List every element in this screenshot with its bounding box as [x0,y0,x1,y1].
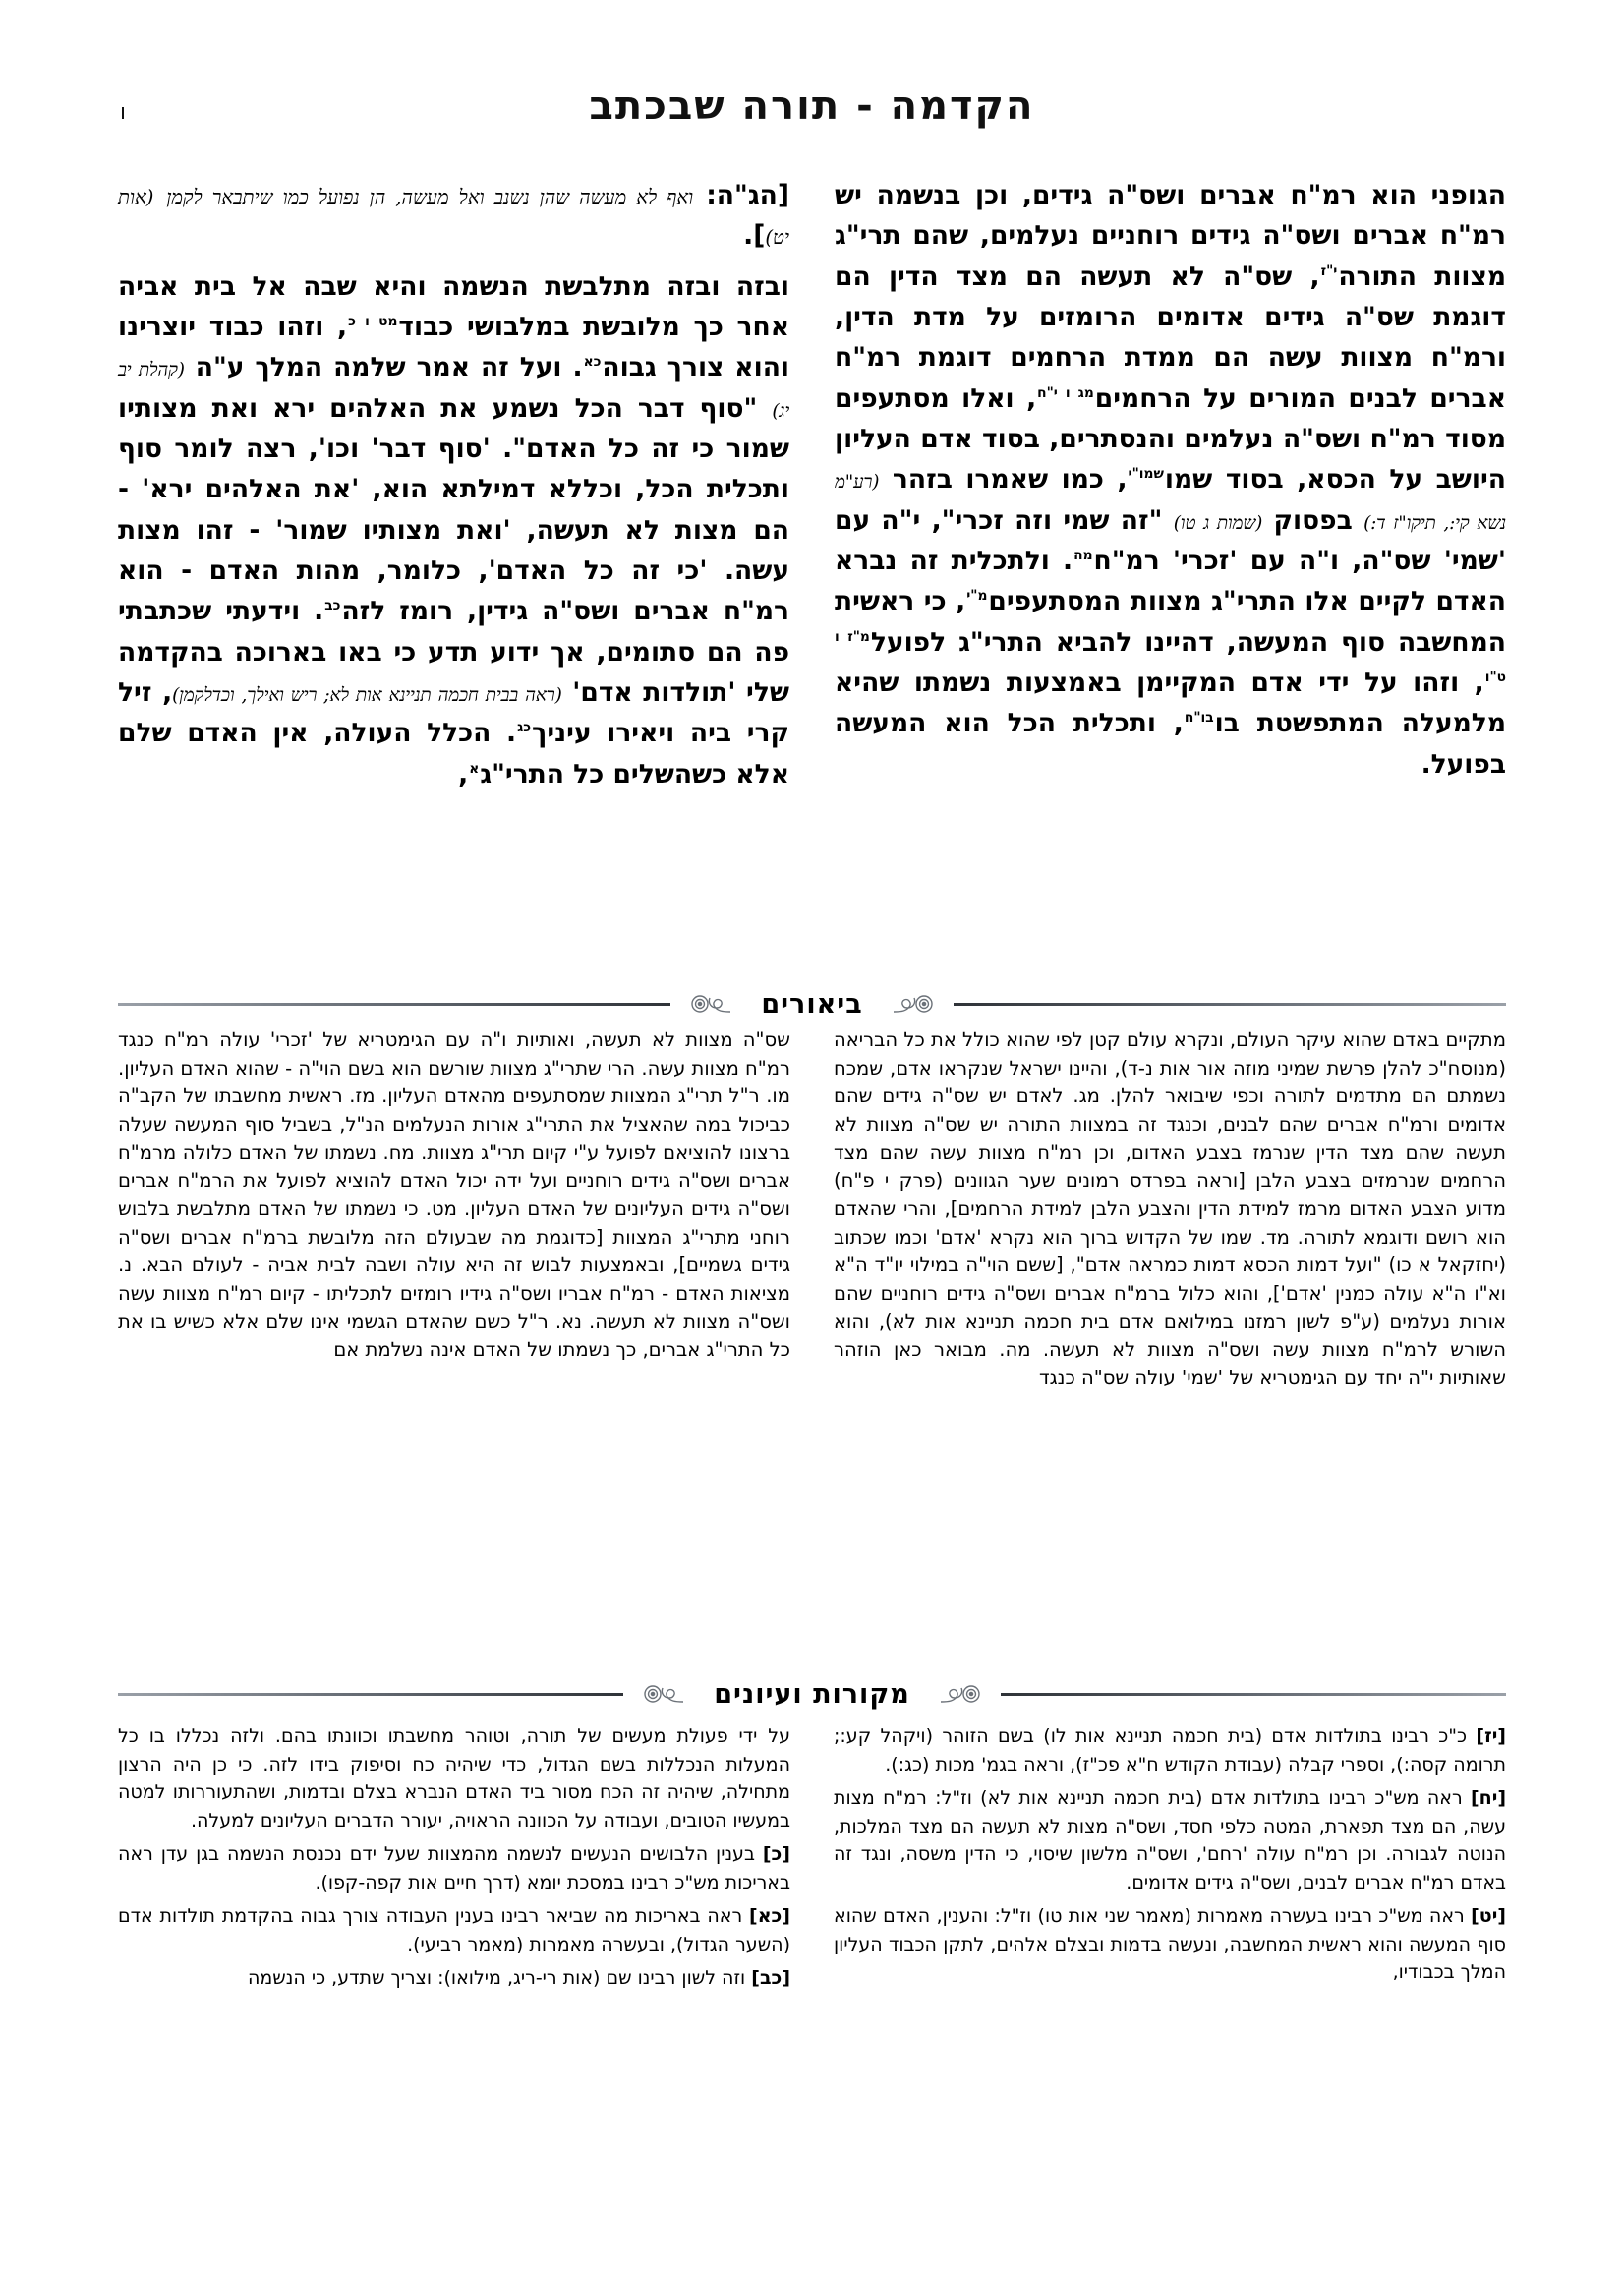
biurim-text-right: מתקיים באדם שהוא עיקר העולם, ונקרא עולם קטן לפי שהוא כולל את כל הבריאה (מנוסח"כ להלן פרשת שמיני מוזה אור אות נ-ד), והיינו ישראל שנקראו אדם, שמכח נשמתם הם מתדמים לתורה וכפי שיבואר להלן. מג. לאדם יש שס"ה גידים שהם אדומים ורמ"ח אברים שהם לבנים, וכנגד זה במצוות התורה יש שס"ה מצוות לא תעשה שהם מצד הדין שנרמז בצבע האדום, וכן רמ"ח מצוות עשה שהם מצד הרחמים שנרמזים בצבע הלבן [וראה בפרדס רמונים שער הגוונים (פרק י פ"ח) מדוע הצבע האדום מרמז למידת הדין והצבע הלבן למידת הרחמים], והרי שהאדם הוא רושם ודוגמא לתורה. מד. שמו של הקדוש ברוך הוא נקרא 'אדם' וכמו שכתוב (יחזקאל א כו) "ועל דמות הכסא דמות כמראה אדם", [ששם הוי"ה במילוי יו"ד ה"א וא"ו ה"א עולה כמנין 'אדם'], והוא כלול ברמ"ח אברים ושס"ה גידים רוחניים שהם אורות נעלמים (ע"פ לשון רמזנו במילואם אדם בית חכמה תניינא אות לא), והוא השורש לרמ"ח מצוות עשה ושס"ה מצוות לא תעשה. מה. מבואר כאן הוזהר שאותיות י"ה יחד עם הגימטריא של 'שמי' עולה שס"ה כנגד [834,1028,1506,1389]
divider-rule-right [954,1003,1506,1006]
biurim-column-left [118,1026,790,1656]
main-text-left-run-7: . הכלל העולה, אין האדם שלם אלא כשהשלים כל התרי"ג [118,718,789,789]
mekoros-marker-kaf: [כ] [762,1843,790,1865]
main-text-right-run-1: הגופני הוא רמ"ח אברים ושס"ה גידים, וכן בנשמה יש רמ"ח אברים ושס"ה גידים רוחניים נעלמים, שהם תרי"ג מצוות התורה [835,180,1506,292]
mekoros-entry-kaf [118,1840,790,1896]
main-text-right-run-3: , ואלו מסתעפים מסוד רמ"ח ושס"ה נעלמים והנסתרים, בסוד אדם העליון היושב על הכסא, בסוד שמו [835,382,1507,496]
scroll-flourish-right-icon [893,991,938,1017]
divider-rule-right-2 [1001,1693,1506,1696]
mekoros-text-kaf-beis: וזה לשון רבינו שם (אות רי-ריג, מילואו): וצריך שתדע, כי הנשמה [247,1967,746,1989]
note-ref-mem-yod: מ"י [966,588,988,605]
hagaha-label: [הג"ה: [706,180,789,210]
biurim-column-right [834,1026,1506,1656]
note-ref-bo-chet: בו"ח [1184,710,1214,727]
divider-rule-left-2 [118,1693,623,1696]
mekoros-body [118,1722,1506,2214]
main-text-left-run-2: , וזהו כבוד יוצרינו והוא צורך גבוה [118,311,789,383]
main-text-right-run-9: , וזהו על ידי אדם המקיימן באמצעות נשמתו שהיא מלמעלה המתפשטת בו [835,667,1507,739]
main-text-right-run-10: , ותכלית הכל הוא המעשה בפועל. [835,708,1506,780]
note-ref-mem-hey: מה [1073,548,1093,564]
note-ref-yod-zayin: י"ז [1320,262,1338,279]
note-ref-mem-zayin: מ"ז ו ט"ו [835,628,1506,686]
main-text-column-left [118,175,789,962]
main-text-right-run-6: "זה שמי וזה זכרי", י"ה עם 'שמי' שס"ה, ו"ה עם 'זכרי' רמ"ח [835,504,1507,576]
page-header [118,84,1506,146]
scroll-flourish-right-2-icon [940,1681,985,1707]
mekoros-column-right [834,1722,1506,2214]
mekoros-entry-yod-tes [834,1902,1506,1987]
note-ref-taryag-alef: א [469,760,480,777]
note-ref-mem-gimel: מג ו י"ח [1037,384,1094,401]
hagaha-ref: (אות יט) [118,186,789,250]
mekoros-entry-yod-ches [834,1784,1506,1896]
main-text-right-run-5: בפסוק [1273,504,1353,536]
mekoros-marker-yod-tes: [יט] [1471,1905,1506,1927]
mekoros-entry-kaf-alef [118,1902,790,1958]
main-text-body [118,175,1506,962]
main-text-left-run-1: ובזה מתלבשת הנשמה והיא שבה אל בית אביה אחר כך מלובשת במלבושי כבוד [118,270,789,342]
mekoros-text-kaf-alef: ראה באריכות מה שביאר רבינו בענין העבודה צורך גבוה בהקדמת תולדות אדם (השער הגדול), ובעשרה מאמרות (מאמר רביעי). [118,1905,790,1955]
biurim-body [118,1026,1506,1656]
main-text-right-run-4: , כמו שאמרו בזהר [892,464,1128,496]
page-title: הקדמה - תורה שבכתב [589,84,1035,129]
main-text-left-run-5: . וידעתי שכתבתי פה הם סתומים, אך ידוע תדע כי באו בארוכה בהקדמה שלי 'תולדות אדם' [118,596,789,708]
note-ref-shemo: שמו"י [1128,466,1164,483]
source-citation-zohar: (רע"מ נשא קי:, תיקו"ז ד:) [835,472,1506,534]
mekoros-entry-continuation [118,1722,790,1835]
source-citation-koheles: (קהלת יב יג) [118,360,789,422]
main-text-left-run-4: "סוף דבר הכל נשמע את האלהים ירא ואת מצותיו שמור כי זה כל האדם". 'סוף דבר' וכו', רצה לומר סוף ותכלית הכל, וכללא דמילתא הוא, 'את האלהים ירא' - הם מצות לא תעשה, 'ואת מצותיו שמור' - זהו מצות עשה. 'כי זה כל האדם', כלומר, מהות האדם - הוא רמ"ח אברים ושס"ה גידין, רומז לזה [118,392,790,627]
source-citation-pasuk: (שמות ג טו) [1173,512,1263,534]
page-number: ו [120,100,126,125]
mekoros-text-kaf: בענין הלבושים הנעשים לנשמה מהמצוות שעל ידם נכנסת הנשמה בגן עדן ראה באריכות מש"כ רבינו במסכת יומא (דרך חיים אות קפה-קפו). [118,1843,790,1894]
divider-mekoros [118,1671,1506,1717]
main-paragraph-right [835,175,1506,785]
main-text-left-run-6: , זיל קרי ביה ויאירו עיניך [118,676,789,749]
note-ref-kaf-alef: כא [583,354,602,371]
main-paragraph-left: ובזה ובזה מתלבשת הנשמה והיא שבה אל בית אביה אחר כך מלובשת במלבושי כבוד$^{מט ו כ}$, וזהו כבוד יוצרינו והוא צורך גבוה$^{כא}$. ועל זה אמר שלמה המלך ע"ה (קהלת יב יג) "סוף דבר הכל נשמע את האלהים ירא ואת מצותיו שמור כי זה כל האדם". 'סוף דבר' וכו', רצה לומר סוף ותכלית הכל, וכללא דמילתא הוא, 'את האלהים ירא' - הם מצות לא תעשה, 'ואת מצותיו שמור' - זהו מצות עשה. 'כי זה כל האדם', כלומר, מהות האדם - הוא רמ"ח אברים ושס"ה גידין, רומז לזה$^{כב}$. וידעתי שכתבתי פה הם סתומים, אך ידוע תדע כי באו בארוכה בהקדמה שלי 'תולדות אדם' (ראה בבית חכמה תניינא אות לא; ריש ואילך, וכדלקמן), זיל קרי ביה ויאירו עיניך$^{כג}$. הכלל העולה, אין האדם שלם אלא כשהשלים כל התרי"ג$^א$, [118,270,790,789]
main-text-column-right [835,175,1506,962]
biurim-text-left: שס"ה מצוות לא תעשה, ואותיות ו"ה עם הגימטריא של 'זכרי' עולה רמ"ח כנגד רמ"ח מצוות עשה. הרי שתרי"ג מצוות שורשם הוא בשם הוי"ה - שהוא האדם העליון. מו. ר"ל תרי"ג המצוות שמסתעפים מהאדם העליון. מז. ראשית מחשבתו של הקב"ה כביכול במה שהאציל את התרי"ג אורות הנעלמים הנ"ל, בשביל סוף המעשה שעלה ברצונו להוציאם לפועל ע"י קיום תרי"ג מצוות. מח. נשמתו של האדם כלולה מרמ"ח אברים ושס"ה גידים רוחניים ועל ידה יכול האדם להוציא לפועל את הרמ"ח אברים ושס"ה גידים העליונים של האדם העליון. מט. כי נשמתו של האדם מתלבשת בלבוש רוחני מתרי"ג המצוות [כדוגמת מה שבעולם הזה מלובשת ברמ"ח אברים ושס"ה גידים גשמיים], ובאמצעות לבוש זה היא עולה ושבה לבית אביה - לעולם הבא. נ. מציאות האדם - רמ"ח אבריו ושס"ה גידיו רומזים לתכליתו - קיום רמ"ח מצוות עשה ושס"ה מצוות לא תעשה. נא. ר"ל כשם שהאדם הגשמי אינו שלם אלא כשיש בו את כל התרי"ג אברים, כך נשמתו של האדם אינה נשלמת אם [118,1028,790,1362]
divider-mekoros-title: מקורות ועיונים [714,1678,910,1710]
note-ref-kaf-beis: כב [324,598,341,614]
main-text-left-run-3: . ועל זה אמר שלמה המלך ע"ה [195,352,583,383]
mekoros-marker-kaf-alef: [כא] [749,1905,790,1927]
hagaha-close: ]. [743,220,766,252]
mekoros-text-yod-zayin: כ"כ רבינו בתולדות אדם (בית חכמה תניינא אות לו) בשם הזוהר (ויקהל קע:; תרומה קסה:), וספרי קבלה (עבודת הקודש ח"א פכ"ז), וראה בגמ' מכות (כג:). [834,1725,1506,1776]
divider-rule-left [118,1003,670,1006]
mekoros-marker-kaf-beis: [כב] [751,1967,790,1989]
note-ref-mem-tet: מט ו כ [348,314,398,330]
mekoros-marker-yod-ches: [יח] [1471,1787,1507,1809]
mekoros-text-continuation: על ידי פעולת מעשים של תורה, וטוהר מחשבתו וכוונתו בהם. ולזה נכללו בו כל המעלות הנכללות בשם הגדול, כדי שיהיה כח וסיפוק בידו לזה. כי כן היה הרצון מתחילה, שיהיה זה הכח מסור ביד האדם הנברא בצלם ובדמות, ושהתעוררותו למטה במעשיו הטובים, ועבודה על הכוונה הראויה, יעורר הדברים העליונים למעלה. [118,1725,790,1832]
hagaha-paragraph [118,175,789,257]
divider-biurim-title: ביאורים [761,988,863,1020]
mekoros-column-left [118,1722,790,2214]
note-ref-kaf-gimel: כג [517,720,532,736]
divider-biurim [118,981,1506,1026]
mekoros-text-yod-ches: ראה מש"כ רבינו בתולדות אדם (בית חכמה תניינא אות לא) וז"ל: רמ"ח מצות עשה, הם מצד תפארת, המטה כלפי חסד, ושס"ה מצות לא תעשה הם מצד המלכות, הנוטה לגבורה. וכן רמ"ח עולה 'רחם', ושס"ה מלשון שיסוי, כי הדין משסה, ונגד זה באדם רמ"ח אברים לבנים, ושס"ה גידים אדומים. [834,1787,1506,1894]
scroll-flourish-left-2-icon [639,1681,684,1707]
mekoros-marker-yod-zayin: [יז] [1476,1725,1506,1747]
hagaha-text: ואף לא מעשה שהן נשנב ואל מעשה, הן נפועל כמו שיתבאר לקמן [166,186,694,208]
scroll-flourish-left-icon [686,991,731,1017]
mekoros-entry-kaf-beis [118,1964,790,1993]
mekoros-text-yod-tes: ראה מש"כ רבינו בעשרה מאמרות (מאמר שני אות טו) וז"ל: והענין, האדם שהוא סוף המעשה והוא ראשית המחשבה, ונעשה בדמות ובצלם אלהים, לתקן הכבוד העליון המלך בכבודיו, [834,1905,1506,1983]
main-text-right-run-2: , שס"ה לא תעשה הם מצד הדין הם דוגמת שס"ה גידים אדומים הרומזים על מדת הדין, ורמ"ח מצוות עשה הם ממדת הרחמים דוגמת רמ"ח אברים לבנים המורים על הרחמים [835,261,1506,414]
main-left-opening-word: ובזה [735,270,789,302]
main-text-right-run-8: , כי ראשית המחשבה סוף המעשה, דהיינו להביא התרי"ג לפועל [835,586,1506,658]
main-text-right-run-7: . ולתכלית זה נברא האדם לקיים אלו התרי"ג מצוות המסתעפים [835,545,1506,617]
mekoros-entry-yod-zayin [834,1722,1506,1778]
source-citation-toldos-adam: (ראה בבית חכמה תניינא אות לא; ריש ואילך, וכדלקמן) [172,684,562,706]
